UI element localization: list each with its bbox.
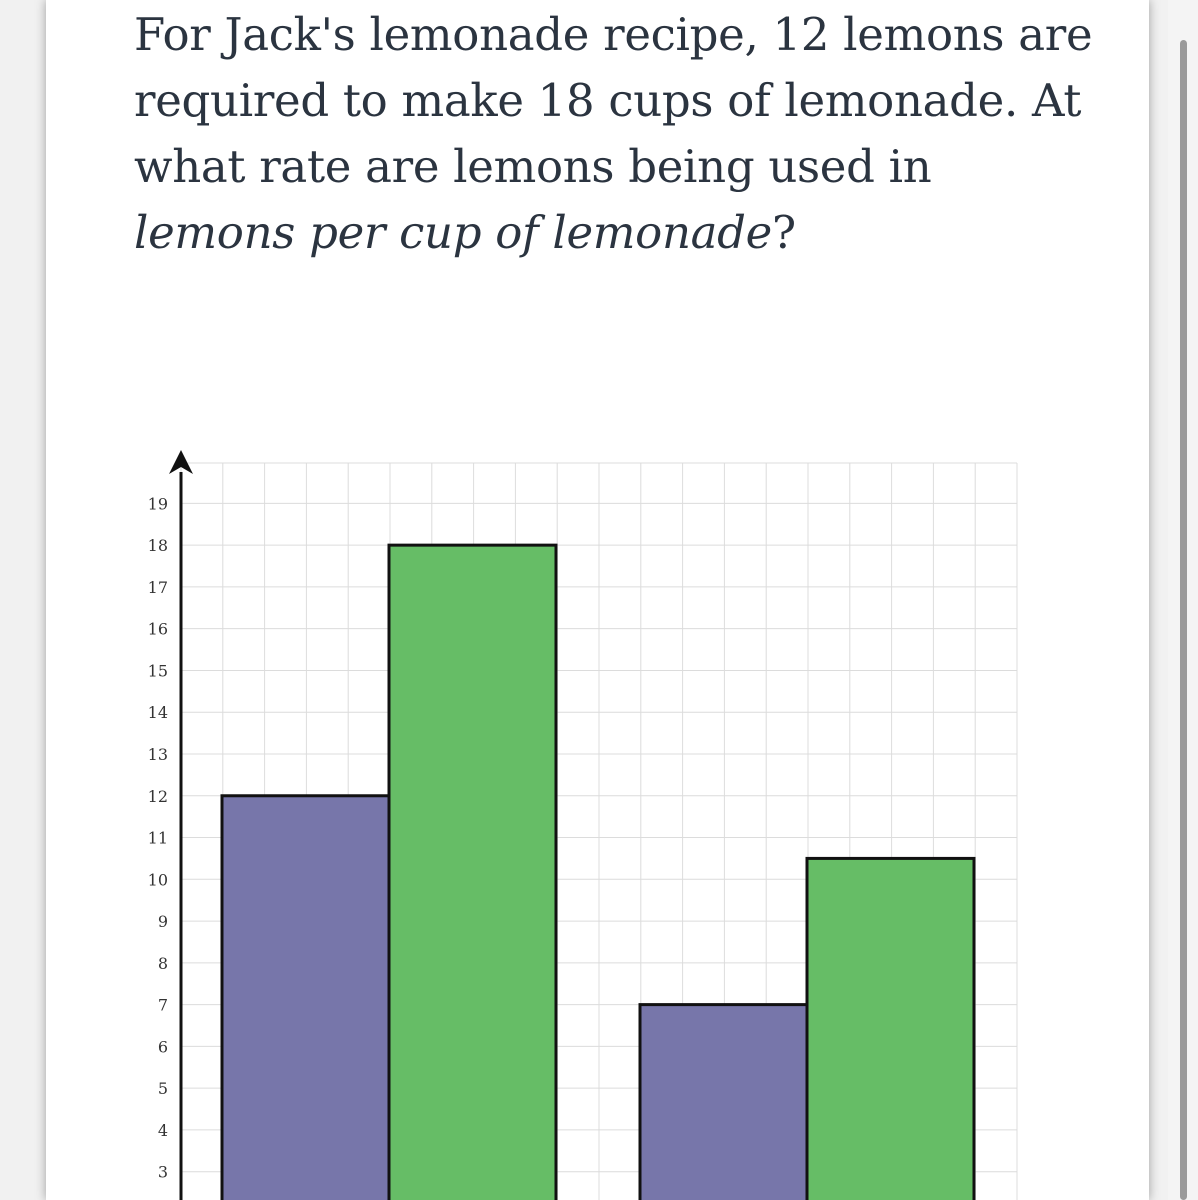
- y-tick-label: 4: [157, 1120, 168, 1140]
- question-text-after: ?: [772, 206, 796, 259]
- y-tick-label: 7: [157, 995, 168, 1015]
- y-tick-label: 17: [147, 577, 168, 597]
- y-tick-label: 15: [147, 661, 168, 681]
- chart-y-axis: [169, 450, 193, 1200]
- y-tick-label: 11: [147, 828, 168, 848]
- y-tick-label: 9: [157, 912, 168, 932]
- y-tick-label: 13: [147, 744, 168, 764]
- bar-lemons-2: [640, 1005, 807, 1200]
- y-tick-label: 8: [157, 953, 168, 973]
- y-tick-label: 10: [147, 870, 168, 890]
- chart-y-tick-labels: [148, 494, 168, 1181]
- chart-bars: [222, 545, 974, 1200]
- y-tick-label: 19: [147, 494, 168, 514]
- y-tick-label: 3: [157, 1162, 168, 1182]
- bar-cups-of-lemonade-2: [807, 858, 974, 1200]
- y-tick-label: 6: [157, 1037, 168, 1057]
- y-tick-label: 5: [157, 1079, 168, 1099]
- bar-lemons-1: [222, 796, 389, 1200]
- question-emphasis: lemons per cup of lemonade: [134, 206, 772, 259]
- y-tick-label: 14: [147, 703, 168, 723]
- y-tick-label: 18: [147, 536, 168, 556]
- y-tick-label: 12: [147, 786, 168, 806]
- bar-cups-of-lemonade-1: [389, 545, 556, 1200]
- question-text-before: For Jack's lemonade recipe, 12 lemons are required to make 18 cups of lemonade. At what rate are lemons being used in: [134, 8, 1093, 193]
- y-tick-label: 16: [147, 619, 168, 639]
